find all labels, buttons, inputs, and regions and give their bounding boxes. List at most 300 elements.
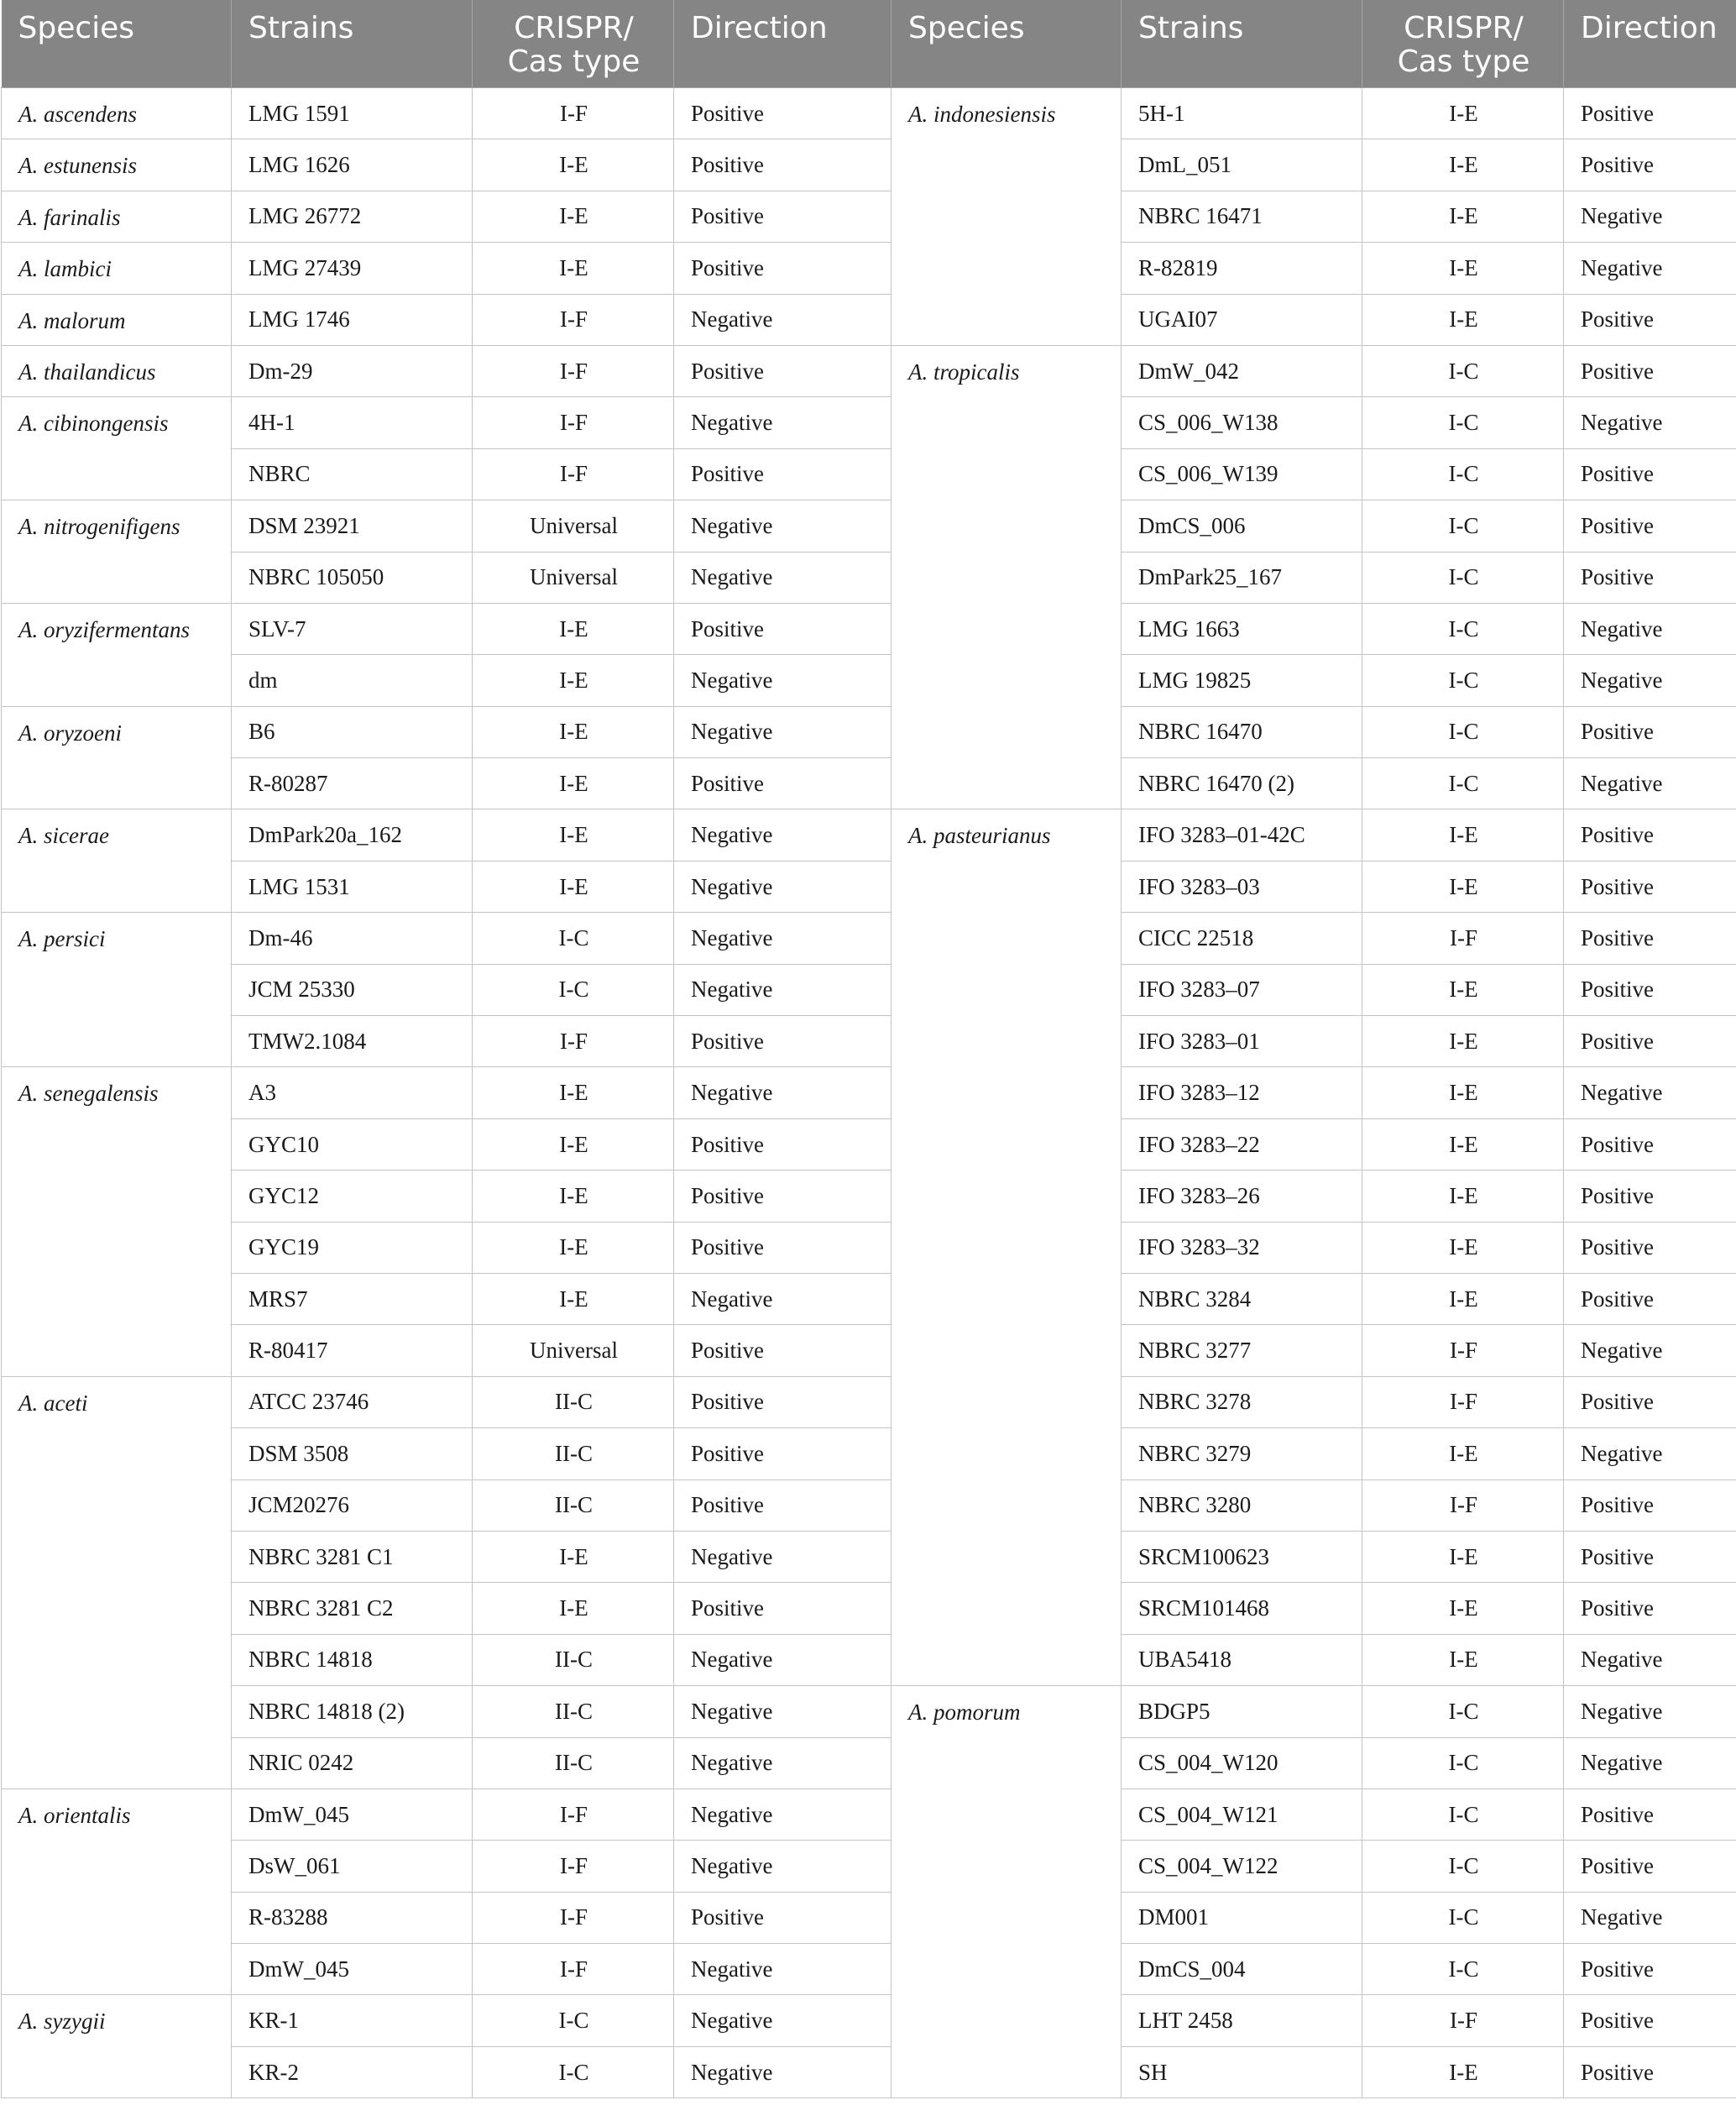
header-cas-type-right-text: CRISPR/ Cas type [1397, 11, 1530, 79]
left-direction-cell: Negative [674, 2046, 892, 2097]
left-cas-type-cell: I-F [473, 448, 674, 500]
left-species-cell: A. estunensis [2, 139, 232, 191]
left-strain-cell: R-83288 [232, 1892, 473, 1943]
left-species-cell: A. cibinongensis [2, 397, 232, 500]
left-strain-cell: GYC19 [232, 1222, 473, 1273]
right-cas-type-cell: I-F [1362, 1479, 1564, 1531]
right-cas-type-cell: I-E [1362, 88, 1564, 139]
right-strain-cell: NBRC 3284 [1122, 1273, 1362, 1324]
right-direction-cell: Positive [1564, 1788, 1736, 1840]
left-strain-cell: DSM 23921 [232, 500, 473, 552]
right-direction-cell: Negative [1564, 1067, 1736, 1118]
table-row [2, 1273, 1736, 1324]
left-direction-cell: Negative [674, 294, 892, 345]
right-cas-type-cell: I-E [1362, 2046, 1564, 2097]
left-direction-cell: Positive [674, 139, 892, 191]
left-direction-cell: Positive [674, 1376, 892, 1427]
left-cas-type-cell: I-F [473, 1841, 674, 1892]
left-species-cell: A. thailandicus [2, 345, 232, 396]
right-strain-cell: IFO 3283–07 [1122, 964, 1362, 1015]
left-cas-type-cell: II-C [473, 1737, 674, 1788]
right-strain-cell: LHT 2458 [1122, 1995, 1362, 2046]
right-direction-cell: Positive [1564, 345, 1736, 396]
left-direction-cell: Positive [674, 1118, 892, 1170]
table-row [2, 1170, 1736, 1222]
right-cas-type-cell: I-C [1362, 758, 1564, 809]
left-cas-type-cell: I-E [473, 243, 674, 294]
left-direction-cell: Negative [674, 552, 892, 603]
left-species-cell: A. nitrogenifigens [2, 500, 232, 604]
right-strain-cell: UBA5418 [1122, 1634, 1362, 1685]
left-cas-type-cell: I-C [473, 964, 674, 1015]
left-strain-cell: B6 [232, 706, 473, 757]
table-row [2, 1376, 1736, 1427]
right-direction-cell: Positive [1564, 448, 1736, 500]
left-strain-cell: DmW_045 [232, 1944, 473, 1995]
right-cas-type-cell: I-E [1362, 1016, 1564, 1067]
left-strain-cell: ATCC 23746 [232, 1376, 473, 1427]
left-cas-type-cell: I-E [473, 655, 674, 706]
table-row [2, 913, 1736, 964]
right-cas-type-cell: I-E [1362, 1583, 1564, 1634]
right-direction-cell: Positive [1564, 1170, 1736, 1222]
table-row [2, 243, 1736, 294]
table-row [2, 1428, 1736, 1479]
right-species-cell: A. pasteurianus [892, 809, 1122, 1686]
left-direction-cell: Positive [674, 1479, 892, 1531]
right-strain-cell: NBRC 3277 [1122, 1325, 1362, 1376]
table-row [2, 1067, 1736, 1118]
left-direction-cell: Negative [674, 861, 892, 912]
right-direction-cell: Negative [1564, 397, 1736, 448]
left-strain-cell: R-80287 [232, 758, 473, 809]
left-direction-cell: Positive [674, 88, 892, 139]
left-direction-cell: Negative [674, 655, 892, 706]
right-cas-type-cell: I-E [1362, 861, 1564, 912]
right-strain-cell: IFO 3283–26 [1122, 1170, 1362, 1222]
right-strain-cell: CS_004_W121 [1122, 1788, 1362, 1840]
right-strain-cell: LMG 1663 [1122, 603, 1362, 654]
right-species-cell: A. pomorum [892, 1686, 1122, 2098]
left-cas-type-cell: I-E [473, 1531, 674, 1582]
right-direction-cell: Positive [1564, 1016, 1736, 1067]
left-species-cell: A. aceti [2, 1376, 232, 1788]
left-cas-type-cell: II-C [473, 1686, 674, 1737]
left-cas-type-cell: II-C [473, 1634, 674, 1685]
table-row [2, 964, 1736, 1015]
table-row [2, 1583, 1736, 1634]
left-cas-type-cell: II-C [473, 1376, 674, 1427]
left-cas-type-cell: Universal [473, 552, 674, 603]
right-cas-type-cell: I-C [1362, 1841, 1564, 1892]
right-direction-cell: Positive [1564, 1273, 1736, 1324]
table-row [2, 1325, 1736, 1376]
right-strain-cell: DmPark25_167 [1122, 552, 1362, 603]
left-strain-cell: LMG 26772 [232, 191, 473, 242]
left-strain-cell: NRIC 0242 [232, 1737, 473, 1788]
left-direction-cell: Positive [674, 1892, 892, 1943]
header-species-right: Species [892, 0, 1122, 88]
right-cas-type-cell: I-E [1362, 191, 1564, 242]
header-cas-type-left [473, 0, 674, 88]
left-direction-cell: Negative [674, 1686, 892, 1737]
left-strain-cell: Dm-29 [232, 345, 473, 396]
right-cas-type-cell: I-C [1362, 706, 1564, 757]
right-direction-cell: Positive [1564, 964, 1736, 1015]
left-species-cell: A. oryzoeni [2, 706, 232, 809]
table-row [2, 500, 1736, 552]
left-direction-cell: Negative [674, 500, 892, 552]
right-strain-cell: CS_006_W139 [1122, 448, 1362, 500]
left-strain-cell: NBRC 14818 (2) [232, 1686, 473, 1737]
left-strain-cell: Dm-46 [232, 913, 473, 964]
right-direction-cell: Positive [1564, 139, 1736, 191]
left-direction-cell: Negative [674, 1944, 892, 1995]
right-direction-cell: Positive [1564, 1118, 1736, 1170]
left-species-cell: A. orientalis [2, 1788, 232, 1995]
left-strain-cell: NBRC 14818 [232, 1634, 473, 1685]
left-strain-cell: 4H-1 [232, 397, 473, 448]
left-cas-type-cell: Universal [473, 1325, 674, 1376]
left-cas-type-cell: I-E [473, 191, 674, 242]
left-direction-cell: Negative [674, 397, 892, 448]
table-row [2, 139, 1736, 191]
header-strains-right: Strains [1122, 0, 1362, 88]
left-cas-type-cell: I-E [473, 861, 674, 912]
left-cas-type-cell: II-C [473, 1428, 674, 1479]
left-strain-cell: GYC12 [232, 1170, 473, 1222]
left-cas-type-cell: I-F [473, 88, 674, 139]
left-cas-type-cell: I-C [473, 1995, 674, 2046]
header-cas-type-right [1362, 0, 1564, 88]
right-strain-cell: DmL_051 [1122, 139, 1362, 191]
table-row [2, 345, 1736, 396]
right-strain-cell: IFO 3283–12 [1122, 1067, 1362, 1118]
left-cas-type-cell: I-F [473, 1944, 674, 1995]
header-cas-type-left-text: CRISPR/ Cas type [507, 11, 641, 79]
right-cas-type-cell: I-E [1362, 809, 1564, 861]
header-direction-left: Direction [674, 0, 892, 88]
right-cas-type-cell: I-E [1362, 964, 1564, 1015]
right-strain-cell: SRCM100623 [1122, 1531, 1362, 1582]
table-row [2, 655, 1736, 706]
right-direction-cell: Positive [1564, 861, 1736, 912]
left-direction-cell: Positive [674, 1325, 892, 1376]
table-row [2, 397, 1736, 448]
table-row [2, 1892, 1736, 1943]
right-strain-cell: IFO 3283–22 [1122, 1118, 1362, 1170]
left-cas-type-cell: II-C [473, 1479, 674, 1531]
table-row [2, 191, 1736, 242]
right-cas-type-cell: I-C [1362, 552, 1564, 603]
right-cas-type-cell: I-E [1362, 139, 1564, 191]
right-cas-type-cell: I-E [1362, 243, 1564, 294]
right-direction-cell: Positive [1564, 1222, 1736, 1273]
right-direction-cell: Negative [1564, 191, 1736, 242]
table-row [2, 603, 1736, 654]
left-cas-type-cell: I-F [473, 397, 674, 448]
right-strain-cell: NBRC 3278 [1122, 1376, 1362, 1427]
left-cas-type-cell: I-E [473, 1583, 674, 1634]
table-row [2, 1944, 1736, 1995]
table-row [2, 1686, 1736, 1737]
right-direction-cell: Negative [1564, 1325, 1736, 1376]
left-direction-cell: Negative [674, 1737, 892, 1788]
right-strain-cell: CS_006_W138 [1122, 397, 1362, 448]
crispr-strain-table [1, 0, 1736, 2098]
right-strain-cell: LMG 19825 [1122, 655, 1362, 706]
right-species-cell: A. indonesiensis [892, 88, 1122, 346]
left-direction-cell: Positive [674, 1428, 892, 1479]
right-cas-type-cell: I-F [1362, 1325, 1564, 1376]
right-direction-cell: Positive [1564, 552, 1736, 603]
right-strain-cell: SH [1122, 2046, 1362, 2097]
left-direction-cell: Negative [674, 1788, 892, 1840]
right-cas-type-cell: I-C [1362, 1788, 1564, 1840]
left-strain-cell: KR-2 [232, 2046, 473, 2097]
right-cas-type-cell: I-E [1362, 1067, 1564, 1118]
left-direction-cell: Positive [674, 243, 892, 294]
right-strain-cell: DmCS_006 [1122, 500, 1362, 552]
table-row [2, 448, 1736, 500]
right-cas-type-cell: I-C [1362, 500, 1564, 552]
left-strain-cell: NBRC 3281 C1 [232, 1531, 473, 1582]
left-direction-cell: Positive [674, 345, 892, 396]
left-species-cell: A. farinalis [2, 191, 232, 242]
table-body [2, 88, 1736, 2098]
right-strain-cell: NBRC 3280 [1122, 1479, 1362, 1531]
left-cas-type-cell: I-E [473, 1118, 674, 1170]
table-row [2, 706, 1736, 757]
right-direction-cell: Positive [1564, 1995, 1736, 2046]
table-row [2, 1788, 1736, 1840]
table-row [2, 1479, 1736, 1531]
left-direction-cell: Negative [674, 1841, 892, 1892]
right-direction-cell: Positive [1564, 88, 1736, 139]
left-direction-cell: Positive [674, 1016, 892, 1067]
left-cas-type-cell: I-E [473, 758, 674, 809]
left-strain-cell: JCM20276 [232, 1479, 473, 1531]
left-direction-cell: Negative [674, 913, 892, 964]
left-strain-cell: LMG 1531 [232, 861, 473, 912]
right-strain-cell: IFO 3283–32 [1122, 1222, 1362, 1273]
left-direction-cell: Positive [674, 758, 892, 809]
left-strain-cell: NBRC [232, 448, 473, 500]
left-direction-cell: Positive [674, 191, 892, 242]
right-strain-cell: DM001 [1122, 1892, 1362, 1943]
right-strain-cell: NBRC 16471 [1122, 191, 1362, 242]
right-cas-type-cell: I-C [1362, 345, 1564, 396]
right-strain-cell: NBRC 3279 [1122, 1428, 1362, 1479]
right-direction-cell: Positive [1564, 809, 1736, 861]
right-direction-cell: Positive [1564, 294, 1736, 345]
right-cas-type-cell: I-E [1362, 1428, 1564, 1479]
right-direction-cell: Positive [1564, 1841, 1736, 1892]
left-strain-cell: dm [232, 655, 473, 706]
right-cas-type-cell: I-E [1362, 1170, 1564, 1222]
table-row [2, 1995, 1736, 2046]
left-species-cell: A. ascendens [2, 88, 232, 139]
right-strain-cell: CS_004_W120 [1122, 1737, 1362, 1788]
table-row [2, 1222, 1736, 1273]
table-row [2, 1634, 1736, 1685]
left-strain-cell: NBRC 3281 C2 [232, 1583, 473, 1634]
left-cas-type-cell: I-E [473, 809, 674, 861]
right-direction-cell: Positive [1564, 500, 1736, 552]
left-cas-type-cell: I-F [473, 345, 674, 396]
left-cas-type-cell: I-E [473, 139, 674, 191]
left-direction-cell: Positive [674, 1222, 892, 1273]
right-direction-cell: Negative [1564, 243, 1736, 294]
left-strain-cell: NBRC 105050 [232, 552, 473, 603]
left-strain-cell: DsW_061 [232, 1841, 473, 1892]
left-species-cell: A. lambici [2, 243, 232, 294]
right-direction-cell: Positive [1564, 2046, 1736, 2097]
right-strain-cell: IFO 3283–01-42C [1122, 809, 1362, 861]
right-cas-type-cell: I-E [1362, 1531, 1564, 1582]
left-cas-type-cell: I-E [473, 603, 674, 654]
left-strain-cell: TMW2.1084 [232, 1016, 473, 1067]
left-direction-cell: Negative [674, 809, 892, 861]
left-species-cell: A. malorum [2, 294, 232, 345]
left-strain-cell: A3 [232, 1067, 473, 1118]
left-strain-cell: SLV-7 [232, 603, 473, 654]
right-direction-cell: Positive [1564, 1376, 1736, 1427]
left-strain-cell: JCM 25330 [232, 964, 473, 1015]
right-direction-cell: Negative [1564, 1634, 1736, 1685]
left-strain-cell: LMG 1591 [232, 88, 473, 139]
right-strain-cell: BDGP5 [1122, 1686, 1362, 1737]
left-direction-cell: Negative [674, 1531, 892, 1582]
left-direction-cell: Positive [674, 448, 892, 500]
right-cas-type-cell: I-C [1362, 603, 1564, 654]
left-cas-type-cell: I-E [473, 706, 674, 757]
right-species-cell: A. tropicalis [892, 345, 1122, 809]
right-strain-cell: R-82819 [1122, 243, 1362, 294]
right-direction-cell: Positive [1564, 1531, 1736, 1582]
left-direction-cell: Negative [674, 1995, 892, 2046]
left-direction-cell: Negative [674, 1067, 892, 1118]
left-cas-type-cell: I-C [473, 913, 674, 964]
right-strain-cell: DmW_042 [1122, 345, 1362, 396]
right-cas-type-cell: I-F [1362, 913, 1564, 964]
right-cas-type-cell: I-C [1362, 655, 1564, 706]
left-strain-cell: MRS7 [232, 1273, 473, 1324]
left-cas-type-cell: Universal [473, 500, 674, 552]
right-cas-type-cell: I-E [1362, 294, 1564, 345]
left-cas-type-cell: I-E [473, 1067, 674, 1118]
right-strain-cell: SRCM101468 [1122, 1583, 1362, 1634]
right-strain-cell: NBRC 16470 (2) [1122, 758, 1362, 809]
left-cas-type-cell: I-E [473, 1273, 674, 1324]
right-cas-type-cell: I-C [1362, 397, 1564, 448]
table-row [2, 1841, 1736, 1892]
table-row [2, 1016, 1736, 1067]
right-direction-cell: Negative [1564, 655, 1736, 706]
right-strain-cell: IFO 3283–03 [1122, 861, 1362, 912]
left-strain-cell: DSM 3508 [232, 1428, 473, 1479]
right-cas-type-cell: I-F [1362, 1376, 1564, 1427]
right-cas-type-cell: I-E [1362, 1118, 1564, 1170]
left-direction-cell: Negative [674, 1273, 892, 1324]
left-species-cell: A. sicerae [2, 809, 232, 913]
table-row [2, 861, 1736, 912]
left-direction-cell: Negative [674, 706, 892, 757]
right-direction-cell: Positive [1564, 1583, 1736, 1634]
left-cas-type-cell: I-C [473, 2046, 674, 2097]
header-direction-right: Direction [1564, 0, 1736, 88]
right-direction-cell: Negative [1564, 1686, 1736, 1737]
left-direction-cell: Positive [674, 603, 892, 654]
table-row [2, 2046, 1736, 2097]
left-cas-type-cell: I-F [473, 1892, 674, 1943]
left-direction-cell: Negative [674, 1634, 892, 1685]
right-direction-cell: Negative [1564, 758, 1736, 809]
table-row [2, 88, 1736, 139]
left-strain-cell: LMG 1746 [232, 294, 473, 345]
right-cas-type-cell: I-E [1362, 1634, 1564, 1685]
table-row [2, 1118, 1736, 1170]
right-cas-type-cell: I-C [1362, 448, 1564, 500]
left-strain-cell: DmW_045 [232, 1788, 473, 1840]
right-direction-cell: Negative [1564, 603, 1736, 654]
left-strain-cell: DmPark20a_162 [232, 809, 473, 861]
right-cas-type-cell: I-C [1362, 1892, 1564, 1943]
right-cas-type-cell: I-F [1362, 1995, 1564, 2046]
right-strain-cell: UGAI07 [1122, 294, 1362, 345]
right-direction-cell: Positive [1564, 1944, 1736, 1995]
table-row [2, 552, 1736, 603]
right-strain-cell: CICC 22518 [1122, 913, 1362, 964]
right-strain-cell: IFO 3283–01 [1122, 1016, 1362, 1067]
left-direction-cell: Positive [674, 1170, 892, 1222]
right-strain-cell: NBRC 16470 [1122, 706, 1362, 757]
left-species-cell: A. senegalensis [2, 1067, 232, 1376]
left-cas-type-cell: I-E [473, 1222, 674, 1273]
left-cas-type-cell: I-E [473, 1170, 674, 1222]
right-cas-type-cell: I-E [1362, 1222, 1564, 1273]
left-species-cell: A. oryzifermentans [2, 603, 232, 706]
right-direction-cell: Negative [1564, 1737, 1736, 1788]
left-strain-cell: GYC10 [232, 1118, 473, 1170]
right-cas-type-cell: I-E [1362, 1273, 1564, 1324]
right-strain-cell: CS_004_W122 [1122, 1841, 1362, 1892]
header-row [2, 0, 1736, 88]
table-row [2, 758, 1736, 809]
table-row [2, 809, 1736, 861]
right-cas-type-cell: I-C [1362, 1737, 1564, 1788]
right-direction-cell: Positive [1564, 1479, 1736, 1531]
left-strain-cell: LMG 27439 [232, 243, 473, 294]
table-row [2, 1737, 1736, 1788]
left-cas-type-cell: I-F [473, 294, 674, 345]
right-strain-cell: DmCS_004 [1122, 1944, 1362, 1995]
right-direction-cell: Negative [1564, 1428, 1736, 1479]
right-direction-cell: Positive [1564, 913, 1736, 964]
header-species-left: Species [2, 0, 232, 88]
right-direction-cell: Negative [1564, 1892, 1736, 1943]
left-direction-cell: Positive [674, 1583, 892, 1634]
left-strain-cell: LMG 1626 [232, 139, 473, 191]
left-direction-cell: Negative [674, 964, 892, 1015]
left-species-cell: A. persici [2, 913, 232, 1067]
table-row [2, 294, 1736, 345]
right-direction-cell: Positive [1564, 706, 1736, 757]
header-strains-left: Strains [232, 0, 473, 88]
left-cas-type-cell: I-F [473, 1788, 674, 1840]
left-species-cell: A. syzygii [2, 1995, 232, 2098]
right-cas-type-cell: I-C [1362, 1686, 1564, 1737]
